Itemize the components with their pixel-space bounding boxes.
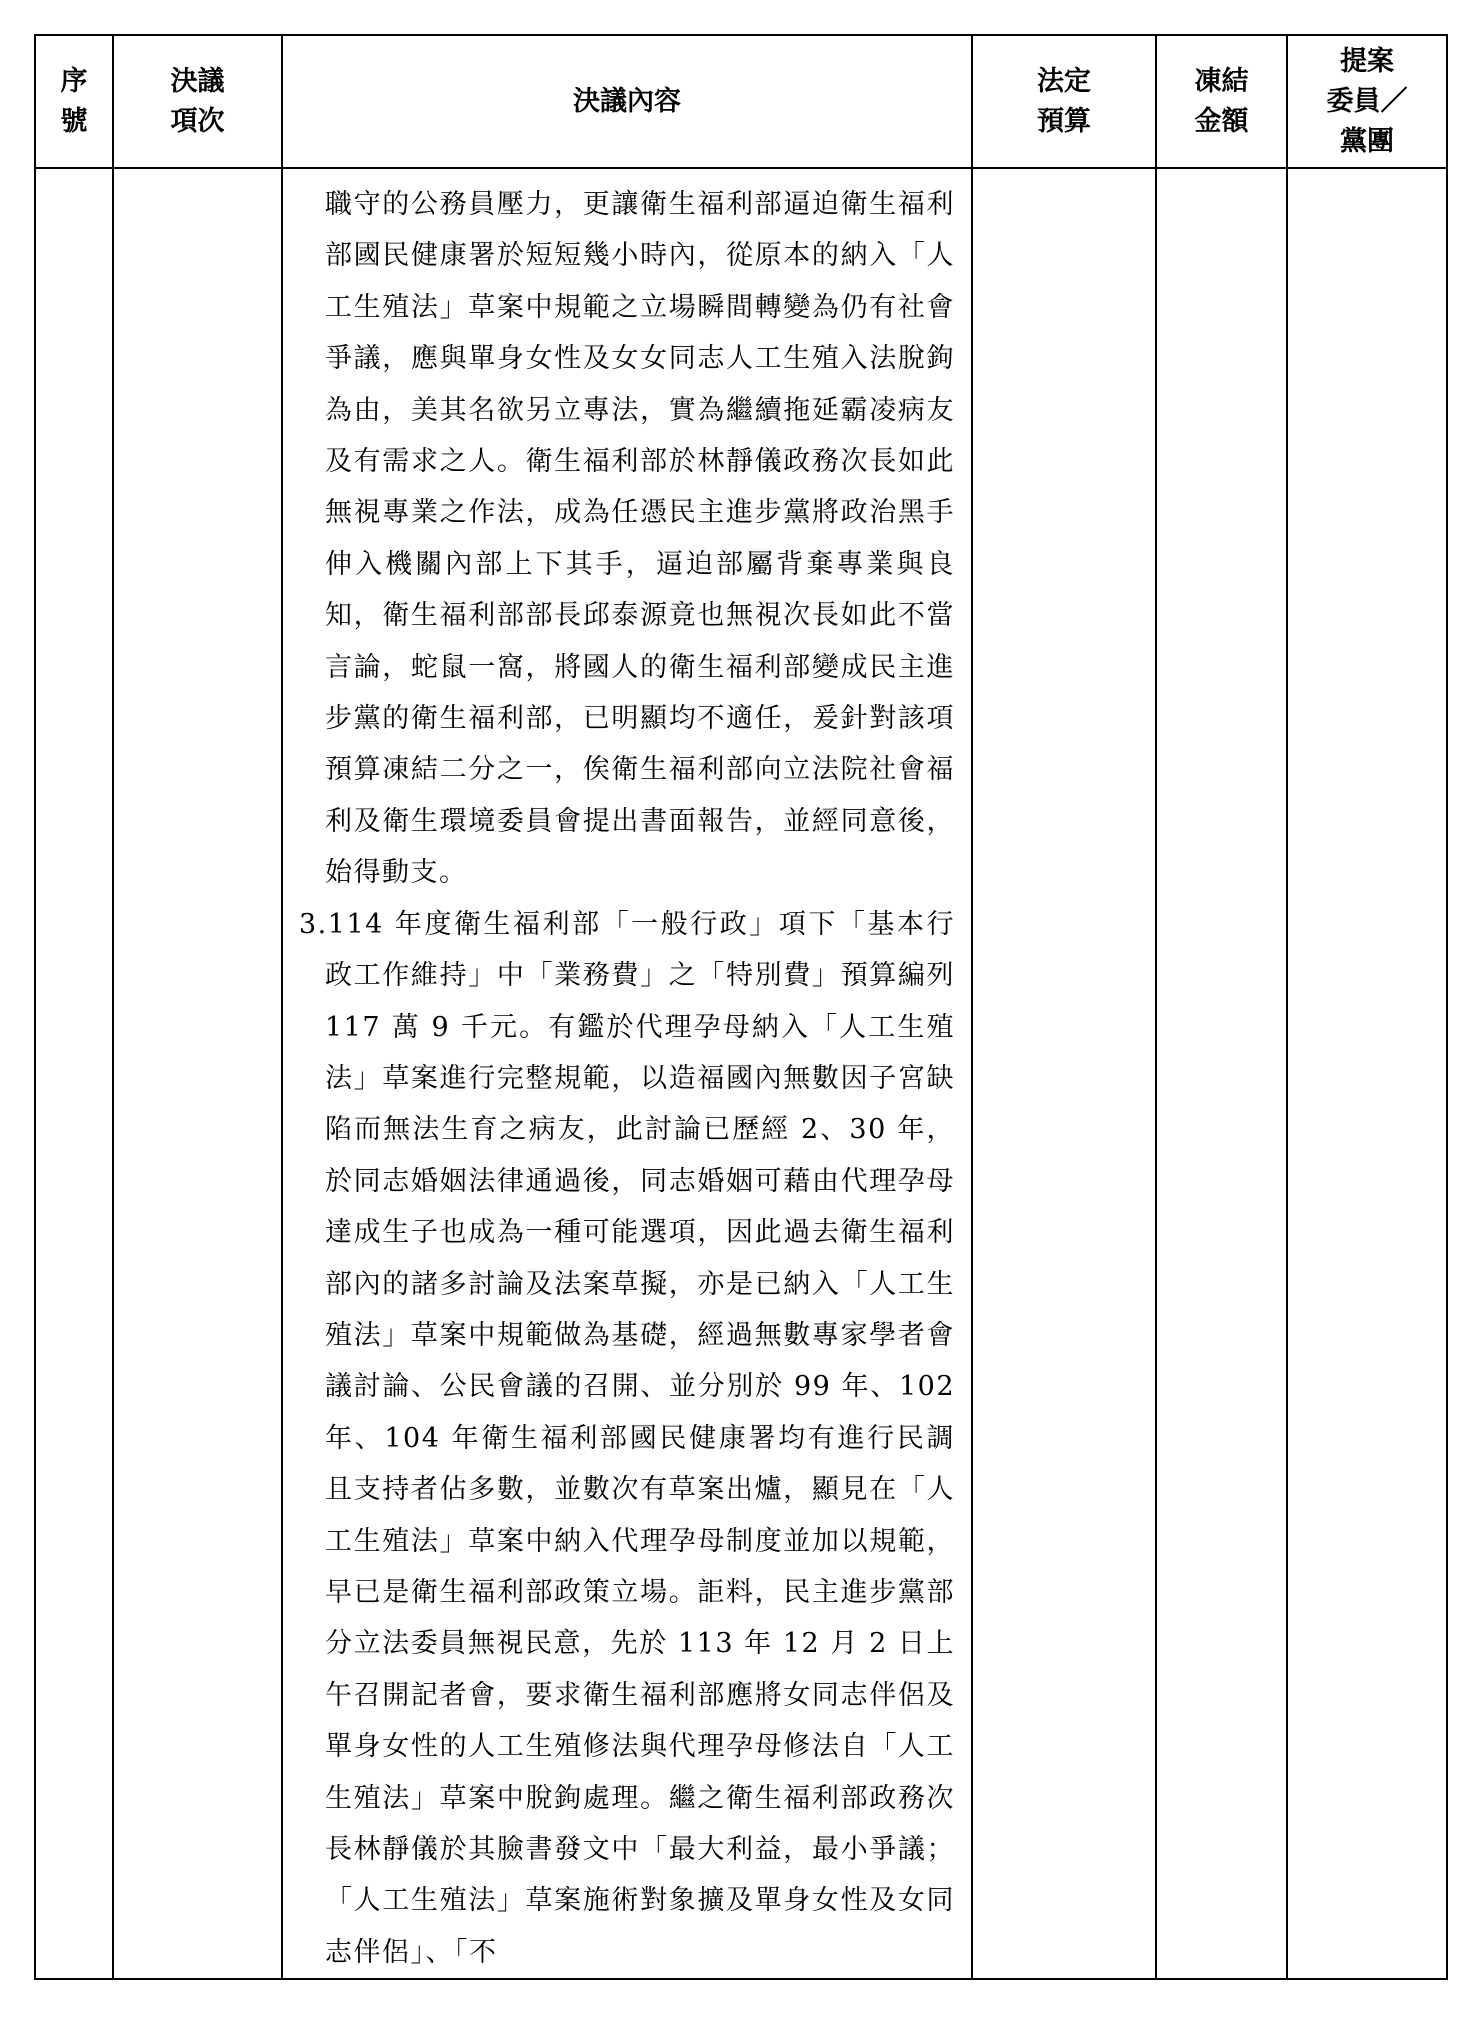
header-content: 決議內容 xyxy=(282,35,972,168)
header-frozen-amount: 凍結 金額 xyxy=(1156,35,1287,168)
cell-budget xyxy=(972,168,1156,1979)
header-proposer: 提案 委員／ 黨團 xyxy=(1287,35,1447,168)
content-paragraph: 職守的公務員壓力，更讓衛生福利部逼迫衛生福利部國民健康署於短短幾小時內，從原本的納入「人工生殖法」草案中規範之立場瞬間轉變為仍有社會爭議，應與單身女性及女女同志人工生殖入法脫鉤為由，美其名欲另立專法，實為繼續拖延霸凌病友及有需求之人。衛生福利部於林靜儀政務次長如此無視專業之作法，成為任憑民主進步黨將政治黑手伸入機關內部上下其手，逼迫部屬背棄專業與良知，衛生福利部部長邱泰源竟也無視次長如此不當言論，蛇鼠一窩，將國人的衛生福利部變成民主進步黨的衛生福利部，已明顯均不適任，爰針對該項預算凍結二分之一，俟衛生福利部向立法院社會福利及衛生環境委員會提出書面報告，並經同意後，始得動支。 xyxy=(325,189,955,889)
header-item: 決議 項次 xyxy=(113,35,282,168)
header-seq: 序 號 xyxy=(35,35,113,168)
content-item-3: 3.114 年度衛生福利部「一般行政」項下「基本行政工作維持」中「業務費」之「特別費」預算編列 117 萬 9 千元。有鑑於代理孕母納入「人工生殖法」草案進行完整規範，以造福國內無數因子宮缺陷而無法生育之病友，此討論已歷經 2、30 年，於同志婚姻法律通過後，同志婚姻可藉由代理孕母達成生子也成為一種可能選項，因此過去衛生福利部內的諸多討論及法案草擬，亦是已納入「人工生殖法」草案中規範做為基礎，經過無數專家學者會議討論、公民會議的召開、並分別於 99 年、102 年、104 年衛生福利部國民健康署均有進行民調且支持者佔多數，並數次有草案出爐，顯見在「人工生殖法」草案中納入代理孕母制度並加以規範，早已是衛生福利部政策立場。詎料，民主進步黨部分立法委員無視民意，先於 113 年 12 月 2 日上午召開記者會，要求衛生福利部應將女同志伴侶及單身女性的人工生殖修法與代理孕母修法自「人工生殖法」草案中脫鉤處理。繼之衛生福利部政務次長林靜儀於其臉書發文中「最大利益，最小爭議；「人工生殖法」草案施術對象擴及單身女性及女同志伴侶」、「不 xyxy=(299,908,955,1968)
header-row xyxy=(35,35,1447,168)
cell-proposer xyxy=(1287,168,1447,1979)
header-budget: 法定 預算 xyxy=(972,35,1156,168)
cell-seq xyxy=(35,168,113,1979)
cell-item xyxy=(113,168,282,1979)
cell-frozen-amount xyxy=(1156,168,1287,1979)
table-row xyxy=(35,168,1447,1979)
resolution-table xyxy=(34,34,1448,1980)
cell-content xyxy=(282,168,972,1979)
